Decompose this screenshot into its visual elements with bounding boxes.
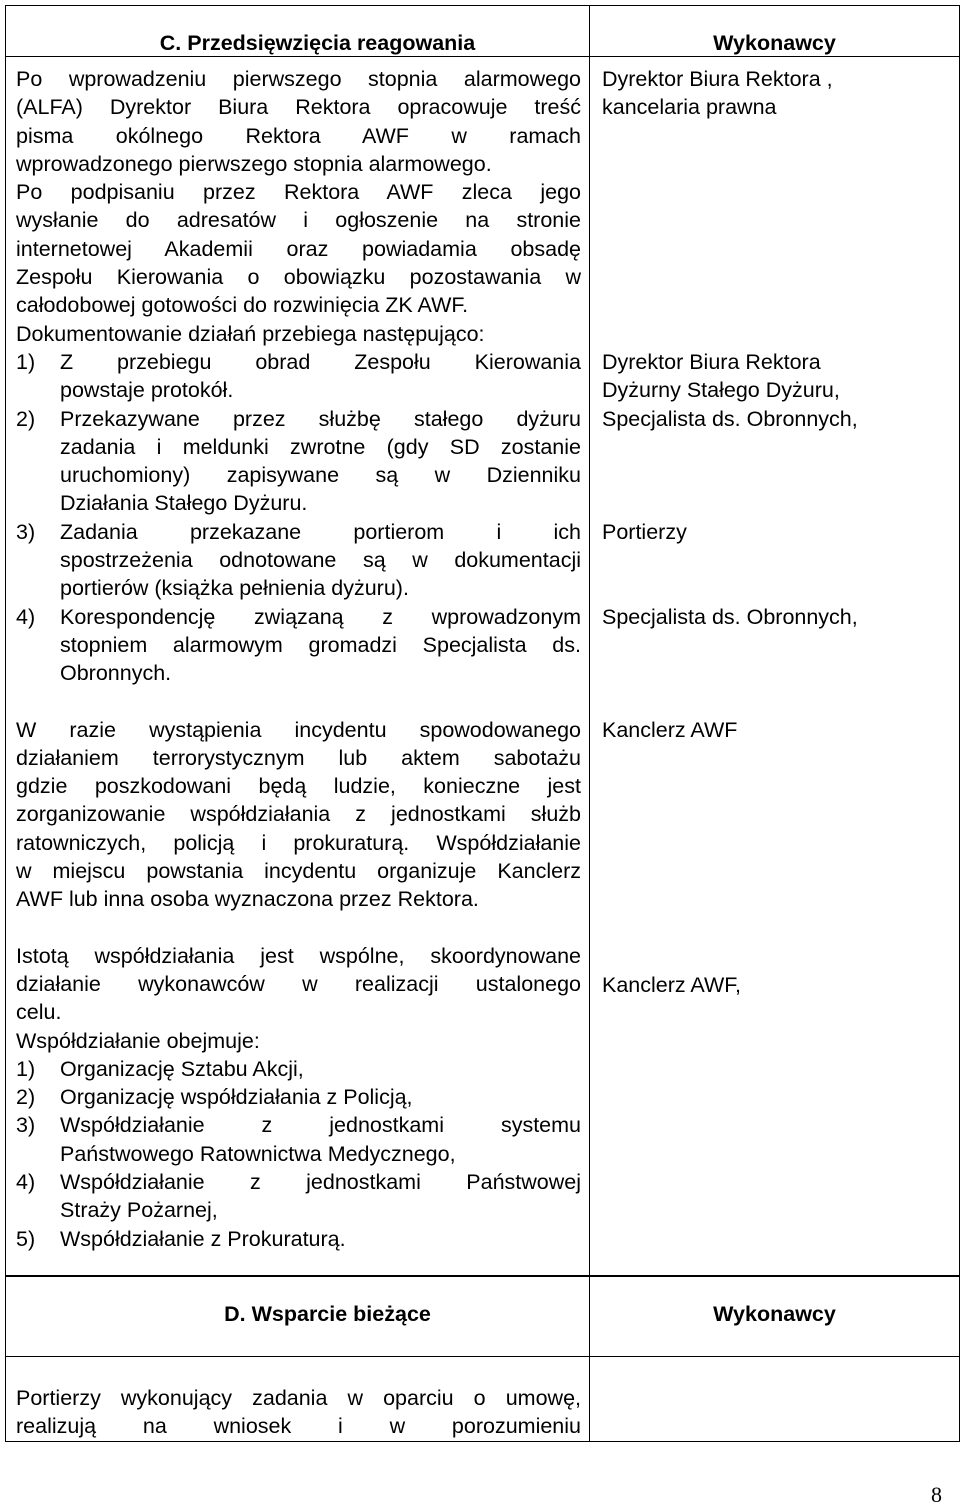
incident-line: AWF lub inna osoba wyznaczona przez Rektora.: [16, 887, 479, 912]
list-line: Korespondencję związaną z wprowadzonym: [60, 604, 581, 629]
list-line: Straży Pożarnej,: [60, 1198, 218, 1223]
list-line: uruchomiony) zapisywane są w Dzienniku: [60, 463, 581, 488]
list-line: zadania i meldunki zwrotne (gdy SD zostanie: [60, 434, 581, 459]
executor-porters: Portierzy: [602, 520, 687, 544]
intro-line: całodobowej gotowości do rozwinięcia ZK AWF.: [16, 293, 469, 318]
list-line: Organizację współdziałania z Policją,: [60, 1085, 413, 1110]
section-d-content: [6, 1357, 589, 1441]
incident-paragraph: [16, 716, 581, 914]
intro-line: Po wprowadzeniu pierwszego stopnia alarmowego: [16, 67, 581, 91]
section-d-line: Portierzy wykonujący zadania w oparciu o umowę,: [16, 1386, 581, 1410]
list-number: 4): [16, 1169, 36, 1194]
executor-docs: [602, 348, 858, 433]
includes-list-item: [16, 1083, 581, 1111]
doc-list-item: [16, 518, 581, 603]
list-line: portierów (książka pełnienia dyżuru).: [60, 576, 409, 601]
list-number: 1): [16, 349, 36, 374]
section-d-content-cell: [6, 1357, 590, 1442]
intro-line: internetowej Akademii oraz powiadamia obsadę: [16, 236, 581, 261]
intro-line: wysłanie do adresatów i ogłoszenie na stronie: [16, 208, 581, 233]
section-d-title: D. Wsparcie bieżące: [224, 1302, 431, 1326]
section-d-executors-header-cell: [590, 1277, 960, 1357]
intro-line: wprowadzonego pierwszego stopnia alarmowego.: [16, 151, 492, 176]
intro-line: pisma okólnego Rektora AWF w ramach: [16, 123, 581, 148]
list-line: Współdziałanie z jednostkami systemu: [60, 1113, 581, 1138]
executor-line: Dyrektor Biura Rektora ,: [602, 67, 833, 91]
list-number: 5): [16, 1226, 36, 1251]
incident-line: ratowniczych, policją i prokuraturą. Współdziałanie: [16, 830, 581, 855]
includes-list-item: [16, 1225, 581, 1253]
list-line: stopniem alarmowym gromadzi Specjalista ds.: [60, 632, 581, 657]
section-c-executors-header-cell: [590, 6, 960, 57]
list-line: Organizację Sztabu Akcji,: [60, 1056, 304, 1081]
includes-list-item: [16, 1168, 581, 1225]
list-number: 2): [16, 1085, 36, 1110]
section-c-content-cell: [6, 57, 590, 1276]
executor-line: Specjalista ds. Obronnych,: [602, 406, 858, 431]
incident-line: W razie wystąpienia incydentu spowodowanego: [16, 717, 581, 742]
section-c-content: [6, 57, 589, 1253]
intro-line: Zespołu Kierowania o obowiązku pozostawania w: [16, 265, 581, 290]
executor-essence: Kanclerz AWF,: [602, 973, 741, 997]
incident-line: w miejscu powstania incydentu organizuje Kanclerz: [16, 859, 581, 884]
essence-paragraph: [16, 942, 581, 1027]
includes-list-item: [16, 1111, 581, 1168]
section-c-executors-header: Wykonawcy: [713, 31, 836, 55]
section-c-executors-cell: [590, 57, 960, 1276]
doc-list-item: [16, 405, 581, 518]
section-c-title: C. Przedsięwzięcia reagowania: [159, 31, 476, 55]
list-line: Współdziałanie z Prokuraturą.: [60, 1226, 346, 1251]
list-line: Zadania przekazane portierom i ich: [60, 519, 581, 544]
incident-line: zorganizowanie współdziałania z jednostkami służb: [16, 802, 581, 827]
section-c-table: [5, 5, 960, 1276]
list-line: Z przebiegu obrad Zespołu Kierowania: [60, 349, 581, 374]
essence-line: działanie wykonawców w realizacji ustalonego: [16, 971, 581, 996]
executor-line: Dyrektor Biura Rektora: [602, 350, 821, 374]
executor-line: Dyżurny Stałego Dyżuru,: [602, 378, 840, 403]
essence-line: celu.: [16, 1000, 62, 1025]
section-d-title-cell: [6, 1277, 590, 1357]
incident-line: gdzie poszkodowani będą ludzie, konieczne jest: [16, 774, 581, 799]
section-d-line: realizują na wniosek i w porozumieniu: [16, 1414, 581, 1439]
page-number: 8: [931, 1482, 942, 1507]
list-line: Państwowego Ratownictwa Medycznego,: [60, 1141, 456, 1166]
list-number: 2): [16, 406, 36, 431]
executor-incident: Kanclerz AWF: [602, 718, 738, 742]
doc-list-item: [16, 348, 581, 405]
executor-line: kancelaria prawna: [602, 95, 777, 120]
intro-line: (ALFA) Dyrektor Biura Rektora opracowuje treść: [16, 95, 581, 120]
section-c-executors: [590, 57, 959, 1275]
executor-intro: [602, 65, 833, 122]
documentation-intro: Dokumentowanie działań przebiega następująco:: [16, 321, 485, 346]
executor-correspondence: Specjalista ds. Obronnych,: [602, 605, 858, 629]
includes-intro: Współdziałanie obejmuje:: [16, 1028, 260, 1053]
intro-paragraph: [16, 65, 581, 320]
list-line: Współdziałanie z jednostkami Państwowej: [60, 1169, 581, 1194]
list-line: Przekazywane przez służbę stałego dyżuru: [60, 406, 581, 431]
list-number: 4): [16, 604, 36, 629]
section-d-table: [5, 1276, 960, 1442]
includes-list-item: [16, 1055, 581, 1083]
list-line: spostrzeżenia odnotowane są w dokumentacji: [60, 548, 581, 573]
intro-line: Po podpisaniu przez Rektora AWF zleca jego: [16, 180, 581, 205]
essence-line: Istotą współdziałania jest wspólne, skoordynowane: [16, 943, 581, 968]
list-line: Obronnych.: [60, 661, 172, 686]
section-d-executors-header: Wykonawcy: [713, 1302, 836, 1326]
list-number: 1): [16, 1056, 36, 1081]
section-d-executors-cell: [590, 1357, 960, 1442]
list-number: 3): [16, 519, 36, 544]
incident-line: działaniem terrorystycznym lub aktem sabotażu: [16, 745, 581, 770]
list-number: 3): [16, 1113, 36, 1138]
list-line: powstaje protokół.: [60, 378, 234, 403]
doc-list-item: [16, 603, 581, 688]
list-line: Działania Stałego Dyżuru.: [60, 491, 308, 516]
section-c-title-cell: [6, 6, 590, 57]
